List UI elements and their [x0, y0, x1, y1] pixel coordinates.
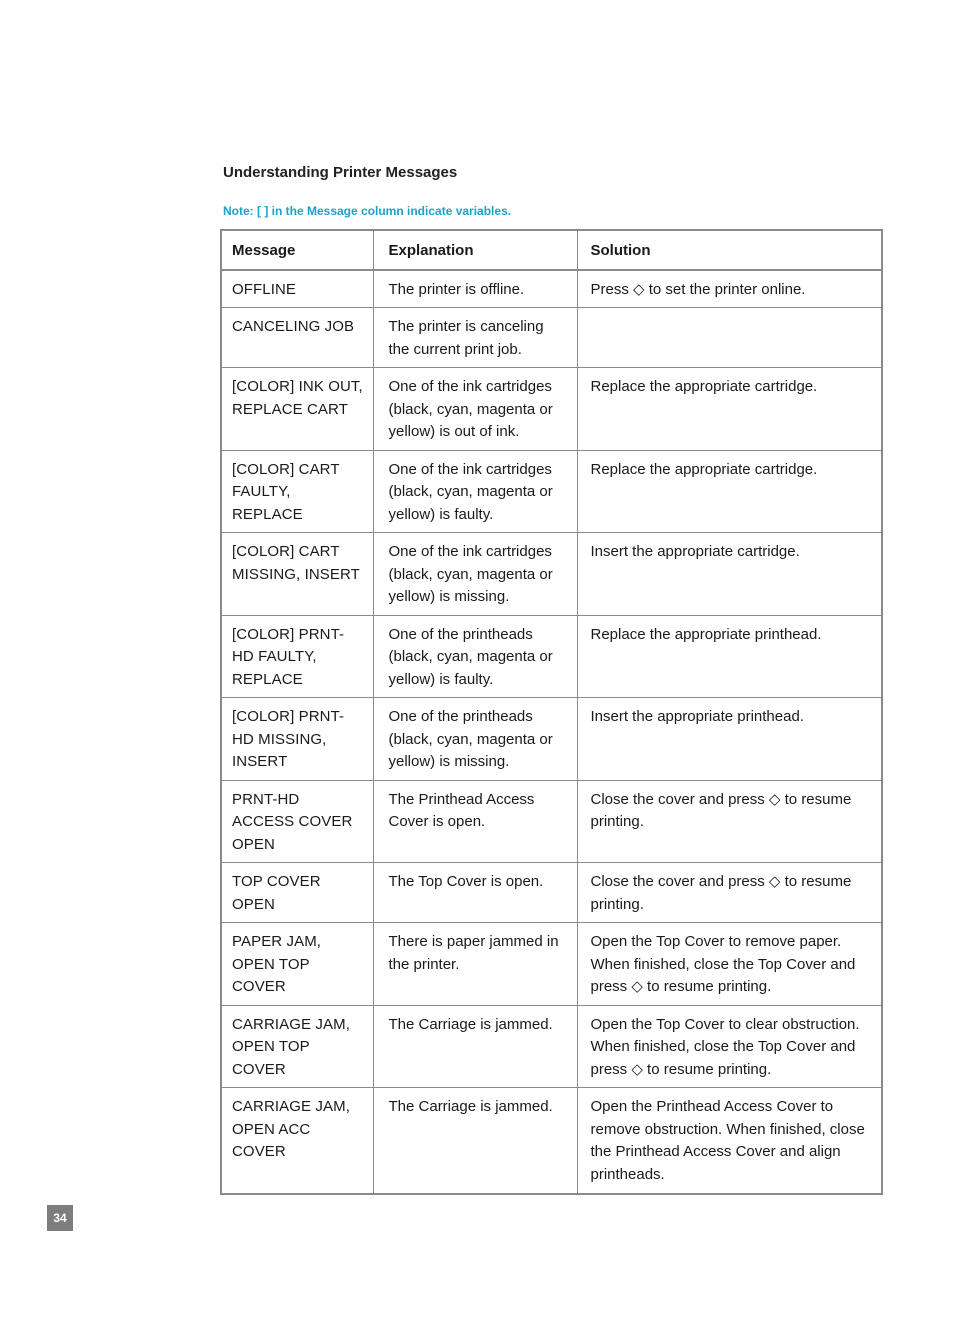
table-row: [221, 533, 882, 616]
table-row: [221, 368, 882, 451]
column-header-message: Message: [221, 230, 373, 270]
table-header-row: [221, 230, 882, 270]
explanation-cell: One of the printheads (black, cyan, magenta or yellow) is faulty.: [373, 615, 577, 698]
table-row: [221, 1005, 882, 1088]
table-row: [221, 270, 882, 308]
message-cell: PAPER JAM, OPEN TOP COVER: [221, 923, 373, 1006]
table-row: [221, 780, 882, 863]
solution-cell: Open the Top Cover to clear obstruction. When finished, close the Top Cover and press ◇ to resume printing.: [577, 1005, 882, 1088]
message-cell: [COLOR] CART FAULTY, REPLACE: [221, 450, 373, 533]
solution-cell: Insert the appropriate cartridge.: [577, 533, 882, 616]
message-cell: CARRIAGE JAM, OPEN ACC COVER: [221, 1088, 373, 1194]
explanation-cell: The Top Cover is open.: [373, 863, 577, 923]
explanation-cell: The printer is canceling the current print job.: [373, 308, 577, 368]
message-cell: PRNT-HD ACCESS COVER OPEN: [221, 780, 373, 863]
page-number-badge: 34: [47, 1205, 73, 1231]
message-cell: CANCELING JOB: [221, 308, 373, 368]
explanation-cell: One of the ink cartridges (black, cyan, magenta or yellow) is out of ink.: [373, 368, 577, 451]
explanation-cell: The Carriage is jammed.: [373, 1005, 577, 1088]
page-title: Understanding Printer Messages: [223, 164, 458, 181]
table-row: [221, 698, 882, 781]
message-cell: [COLOR] PRNT-HD MISSING, INSERT: [221, 698, 373, 781]
solution-cell: Replace the appropriate printhead.: [577, 615, 882, 698]
message-cell: CARRIAGE JAM, OPEN TOP COVER: [221, 1005, 373, 1088]
table-row: [221, 923, 882, 1006]
column-header-solution: Solution: [577, 230, 882, 270]
message-cell: [COLOR] INK OUT, REPLACE CART: [221, 368, 373, 451]
table-row: [221, 308, 882, 368]
message-cell: [COLOR] CART MISSING, INSERT: [221, 533, 373, 616]
solution-cell: Close the cover and press ◇ to resume printing.: [577, 780, 882, 863]
explanation-cell: The printer is offline.: [373, 270, 577, 308]
solution-cell: Close the cover and press ◇ to resume printing.: [577, 863, 882, 923]
message-cell: [COLOR] PRNT-HD FAULTY, REPLACE: [221, 615, 373, 698]
table-row: [221, 615, 882, 698]
explanation-cell: The Printhead Access Cover is open.: [373, 780, 577, 863]
solution-cell: Replace the appropriate cartridge.: [577, 368, 882, 451]
solution-cell: Insert the appropriate printhead.: [577, 698, 882, 781]
column-header-explanation: Explanation: [373, 230, 577, 270]
printer-messages-table: [220, 229, 883, 1195]
explanation-cell: One of the printheads (black, cyan, magenta or yellow) is missing.: [373, 698, 577, 781]
solution-cell: Open the Printhead Access Cover to remove obstruction. When finished, close the Printhead Access Cover and align printheads.: [577, 1088, 882, 1194]
table-row: [221, 863, 882, 923]
variables-note: Note: [ ] in the Message column indicate variables.: [223, 204, 512, 218]
table-row: [221, 450, 882, 533]
explanation-cell: One of the ink cartridges (black, cyan, magenta or yellow) is missing.: [373, 533, 577, 616]
solution-cell: Replace the appropriate cartridge.: [577, 450, 882, 533]
message-cell: TOP COVER OPEN: [221, 863, 373, 923]
message-cell: OFFLINE: [221, 270, 373, 308]
explanation-cell: There is paper jammed in the printer.: [373, 923, 577, 1006]
table-row: [221, 1088, 882, 1194]
solution-cell: Press ◇ to set the printer online.: [577, 270, 882, 308]
solution-cell: [577, 308, 882, 368]
solution-cell: Open the Top Cover to remove paper. When finished, close the Top Cover and press ◇ to resume printing.: [577, 923, 882, 1006]
explanation-cell: The Carriage is jammed.: [373, 1088, 577, 1194]
explanation-cell: One of the ink cartridges (black, cyan, magenta or yellow) is faulty.: [373, 450, 577, 533]
